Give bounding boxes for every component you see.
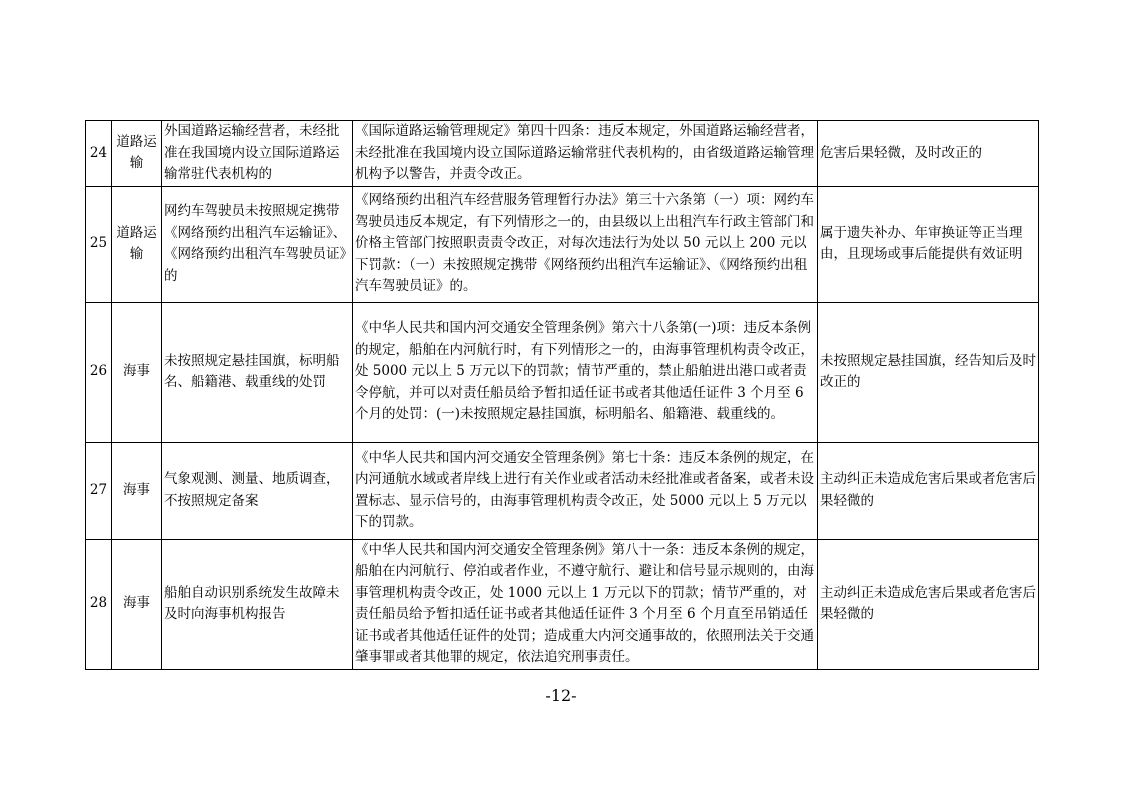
row-number: 24 [86,121,112,187]
row-violation: 网约车驾驶员未按照规定携带《网络预约出租汽车运输证》、《网络预约出租汽车驾驶员证》的 [162,186,353,302]
row-category: 海事 [112,539,162,669]
row-number: 25 [86,186,112,302]
row-condition: 主动纠正未造成危害后果或者危害后果轻微的 [818,539,1039,669]
table-row [86,186,1039,302]
row-violation: 外国道路运输经营者，未经批准在我国境内设立国际道路运输常驻代表机构的 [162,121,353,187]
row-condition: 危害后果轻微，及时改正的 [818,121,1039,187]
row-number: 27 [86,442,112,539]
row-condition: 未按照规定悬挂国旗，经告知后及时改正的 [818,302,1039,442]
row-category: 道路运输 [112,186,162,302]
row-legal-basis: 《国际道路运输管理规定》第四十四条：违反本规定，外国道路运输经营者，未经批准在我国境内设立国际道路运输常驻代表机构的，由省级道路运输管理机构予以警告，并责令改正。 [353,121,818,187]
page-number: -12- [545,686,577,705]
row-legal-basis: 《中华人民共和国内河交通安全管理条例》第七十条：违反本条例的规定，在内河通航水域或者岸线上进行有关作业或者活动未经批准或者备案，或者未设置标志、显示信号的，由海事管理机构责令改正，处 5000 元以上 5 万元以下的罚款。 [353,442,818,539]
table-row [86,302,1039,442]
row-category: 海事 [112,302,162,442]
row-legal-basis: 《中华人民共和国内河交通安全管理条例》第八十一条：违反本条例的规定，船舶在内河航行、停泊或者作业，不遵守航行、避让和信号显示规则的，由海事管理机构责令改正，处 1000 元以上 1 万元以下的罚款；情节严重的，对责任船员给予暂扣适任证书或者其他适任证件 3 个月至 6 个月直至吊销适任证书或者其他适任证件的处罚；造成重大内河交通事故的，依照刑法关于交通肇事罪或者其他罪的规定，依法追究刑事责任。 [353,539,818,669]
row-category: 海事 [112,442,162,539]
row-condition: 主动纠正未造成危害后果或者危害后果轻微的 [818,442,1039,539]
table-row [86,539,1039,669]
row-category: 道路运输 [112,121,162,187]
table-row [86,442,1039,539]
row-legal-basis: 《中华人民共和国内河交通安全管理条例》第六十八条第(一)项：违反本条例的规定，船舶在内河航行时，有下列情形之一的，由海事管理机构责令改正，处 5000 元以上 5 万元以下的罚款；情节严重的，禁止船舶进出港口或者责令停航，并可以对责任船员给予暂扣适任证书或者其他适任证件 3 个月至 6 个月的处罚：(一)未按照规定悬挂国旗，标明船名、船籍港、载重线的。 [353,302,818,442]
row-legal-basis: 《网络预约出租汽车经营服务管理暂行办法》第三十六条第（一）项：网约车驾驶员违反本规定，有下列情形之一的，由县级以上出租汽车行政主管部门和价格主管部门按照职责责令改正，对每次违法行为处以 50 元以上 200 元以下罚款：（一）未按照规定携带《网络预约出租汽车运输证》、《网络预约出租汽车驾驶员证》的。 [353,186,818,302]
row-violation: 船舶自动识别系统发生故障未及时向海事机构报告 [162,539,353,669]
row-number: 28 [86,539,112,669]
row-violation: 未按照规定悬挂国旗，标明船名、船籍港、载重线的处罚 [162,302,353,442]
table-row [86,121,1039,187]
regulation-table [85,120,1039,670]
row-number: 26 [86,302,112,442]
row-condition: 属于遗失补办、年审换证等正当理由，且现场或事后能提供有效证明 [818,186,1039,302]
row-violation: 气象观测、测量、地质调查，不按照规定备案 [162,442,353,539]
